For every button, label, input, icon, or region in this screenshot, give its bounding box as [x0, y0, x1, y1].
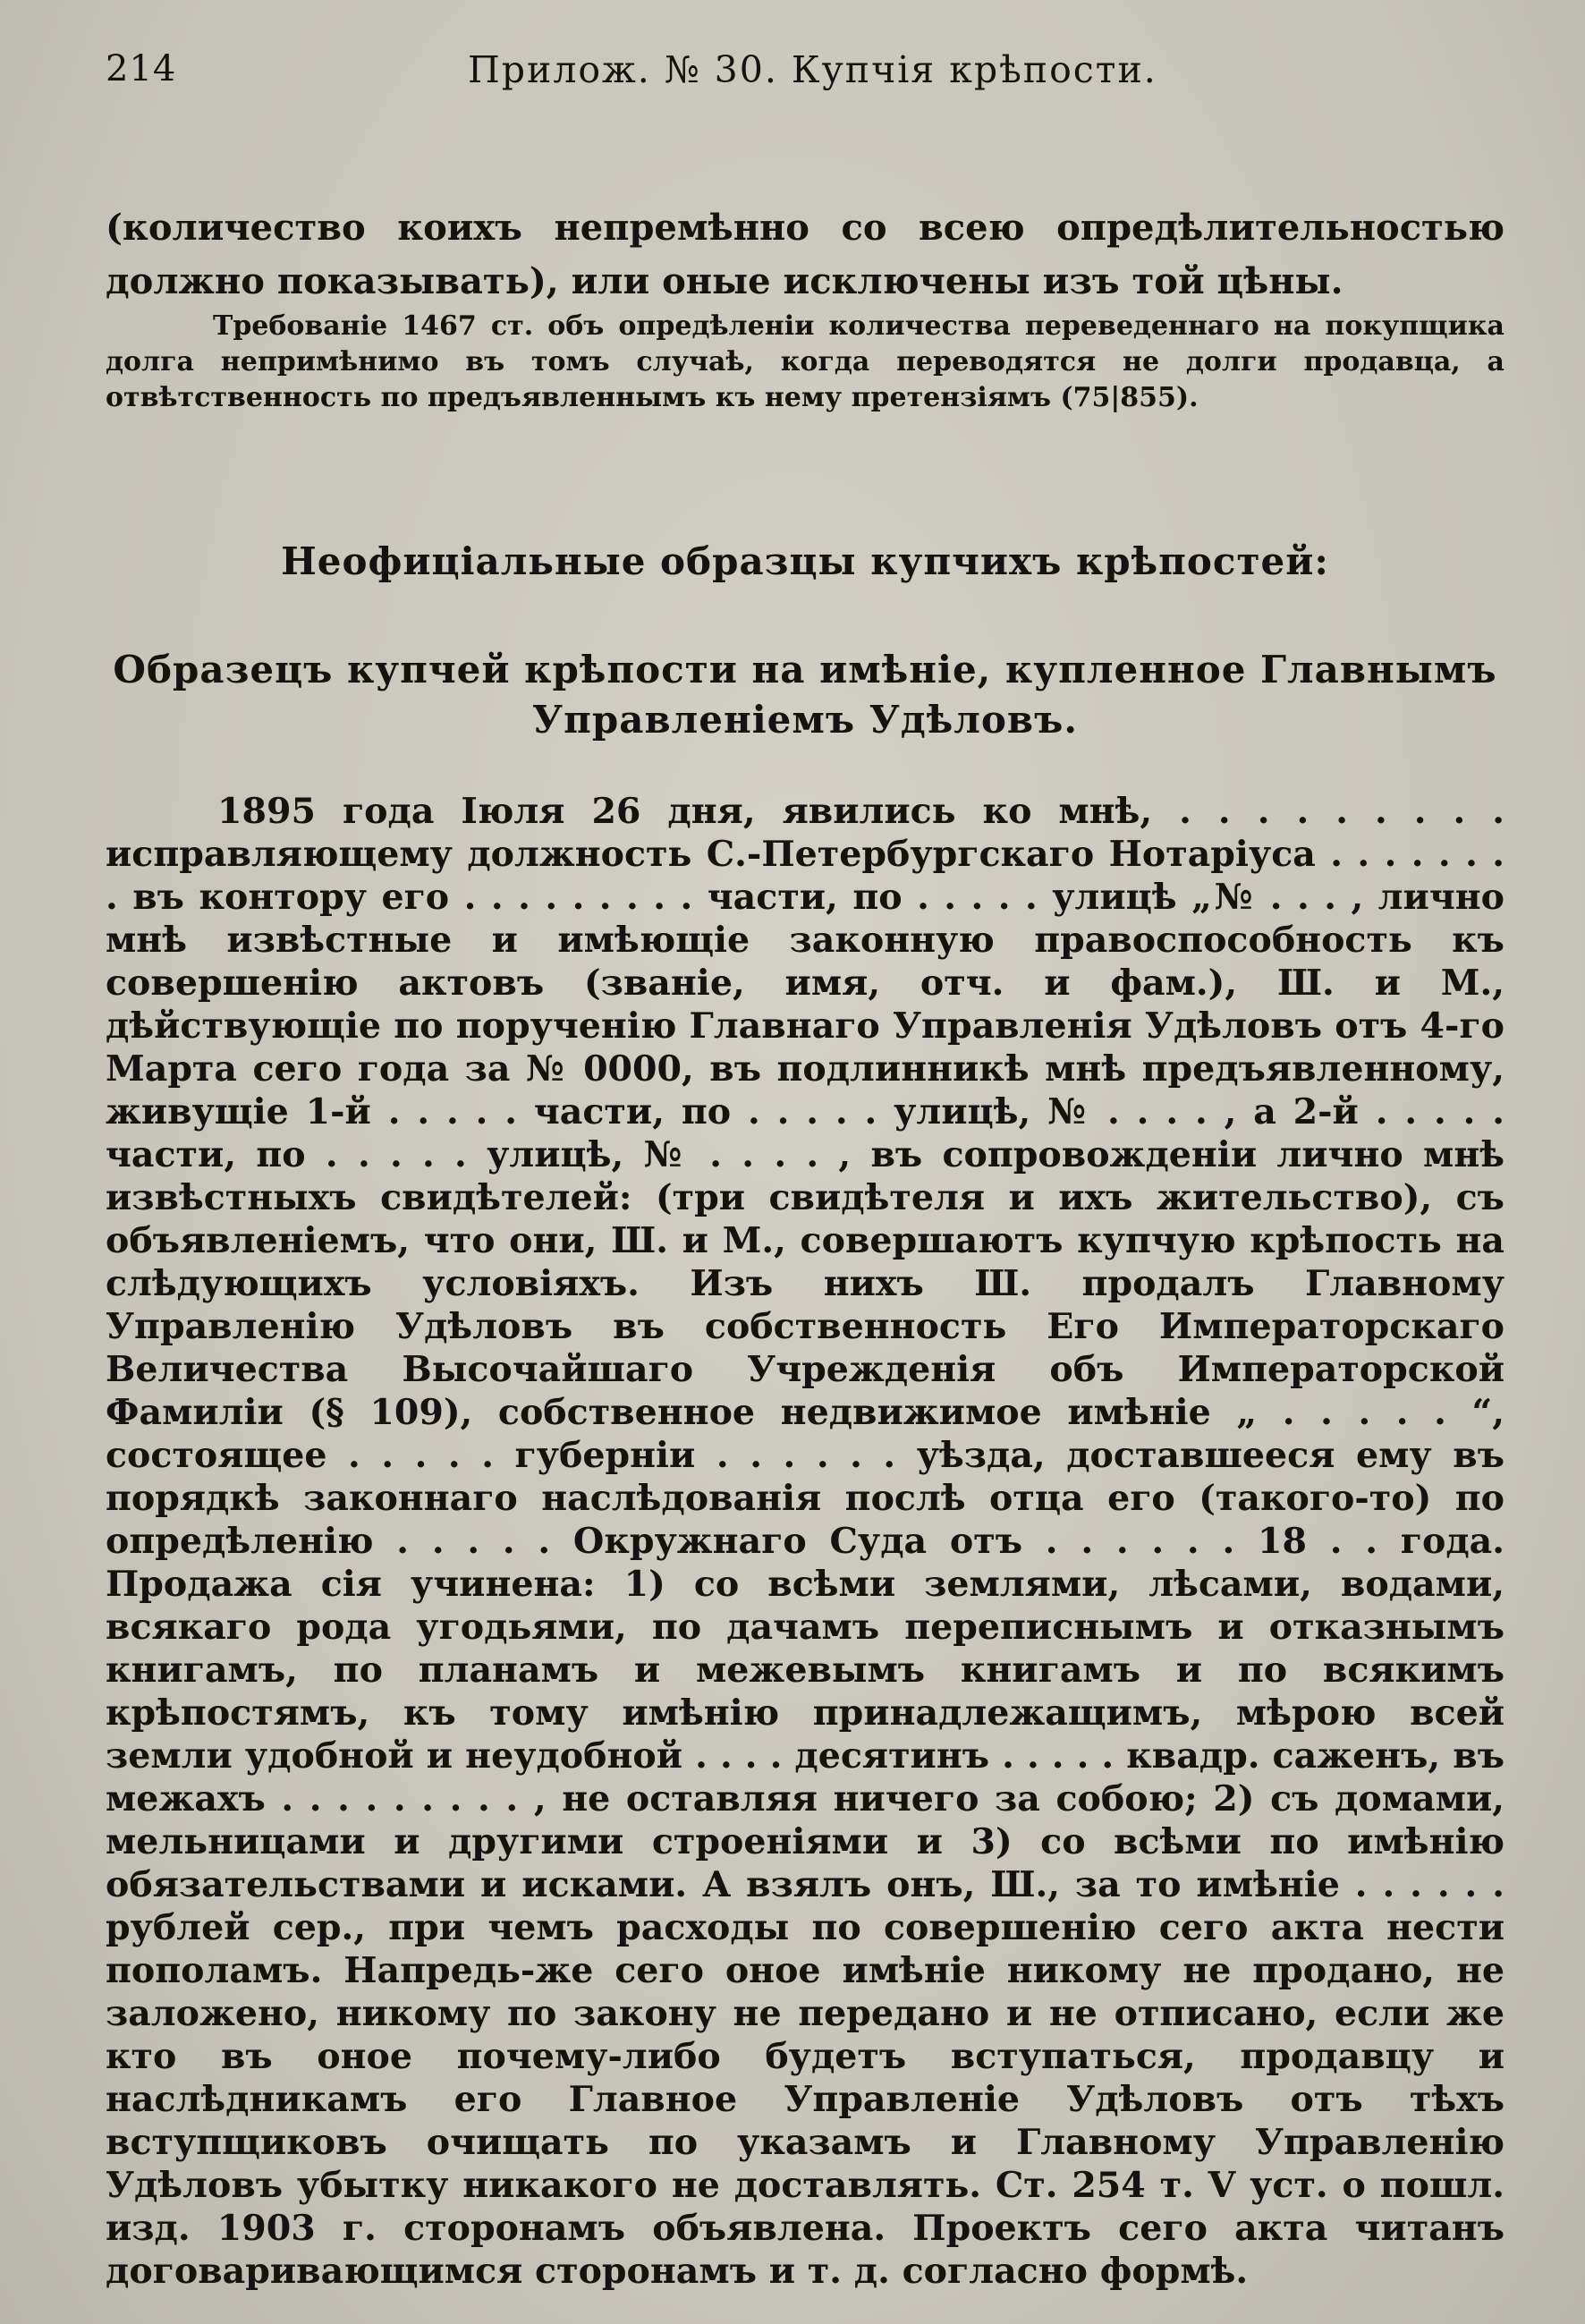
footnote-paragraph: Требованіе 1467 ст. объ опредѣленіи количества переведеннаго на покупщика долга непримѣнимо въ томъ случаѣ, когда переводятся не долги продавца, а отвѣтственность по предъявленнымъ къ нему претензіямъ (75|855).	[106, 310, 1504, 413]
running-head-title: Прилож. № 30. Купчія крѣпости.	[468, 48, 1157, 91]
section-heading: Неофиціальные образцы купчихъ крѣпостей:	[281, 539, 1329, 583]
running-head	[106, 45, 1504, 107]
page-number: 214	[106, 48, 177, 89]
body-paragraph: 1895 года Іюля 26 дня, явились ко мнѣ, . . . . . . . . . исправляющему должность С.-Петербургскаго Нотаріуса . . . . . . . . въ контору его . . . . . . . . . части, по . . . . . улицѣ „№ . . . , лично мнѣ извѣстные и имѣющіе законную правоспособность къ совершенію актовъ (званіе, имя, отч. и фам.), Ш. и М., дѣйствующіе по порученію Главнаго Управленія Удѣловъ отъ 4-го Марта сего года за № 0000, въ подлинникѣ мнѣ предъявленному, живущіе 1-й . . . . . части, по . . . . . улицѣ, № . . . . , а 2-й . . . . . части, по . . . . . улицѣ, № . . . . , въ сопровожденіи лично мнѣ извѣстныхъ свидѣтелей: (три свидѣтеля и ихъ жительство), съ объявленіемъ, что они, Ш. и М., совершаютъ купчую крѣпость на слѣдующихъ условіяхъ. Изъ нихъ Ш. продалъ Главному Управленію Удѣловъ въ собственность Его Императорскаго Величества Высочайшаго Учрежденія объ Императорской Фамиліи (§ 109), собственное недвижимое имѣніе „ . . . . . “, состоящее . . . . . губерніи . . . . . . уѣзда, доставшееся ему въ порядкѣ законнаго наслѣдованія послѣ отца его (такого-то) по опредѣленію . . . . . Окружнаго Суда отъ . . . . . . 18 . . года. Продажа сія учинена: 1) со всѣми землями, лѣсами, водами, всякаго рода угодьями, по дачамъ переписнымъ и отказнымъ книгамъ, по планамъ и межевымъ книгамъ и по всякимъ крѣпостямъ, къ тому имѣнію принадлежащимъ, мѣрою всей земли удобной и неудобной . . . . десятинъ . . . . . квадр. саженъ, въ межахъ . . . . . . . . . , не оставляя ничего за собою; 2) съ домами, мельницами и другими строеніями и 3) со всѣми по имѣнію обязательствами и исками. А взялъ онъ, Ш., за то имѣніе . . . . . . рублей сер., при чемъ расходы по совершенію сего акта нести пополамъ. Напредь-же сего оное имѣніе никому не продано, не заложено, никому по закону не передано и не отписано, если же кто въ оное почему-либо будетъ вступаться, продавцу и наслѣдникамъ его Главное Управленіе Удѣловъ отъ тѣхъ вступщиковъ очищать по указамъ и Главному Управленію Удѣловъ убытку никакого не доставлять. Ст. 254 т. V уст. о пошл. изд. 1903 г. сторонамъ объявлена. Проектъ сего акта читанъ договаривающимся сторонамъ и т. д. согласно формѣ.	[106, 791, 1504, 2292]
sample-title: Образецъ купчей крѣпости на имѣніе, купленное Главнымъ Управленіемъ Удѣловъ.	[113, 648, 1497, 742]
continuation-paragraph: (количество коихъ непремѣнно со всею опредѣлительностью должно показывать), или оные исключены изъ той цѣны.	[106, 207, 1504, 302]
